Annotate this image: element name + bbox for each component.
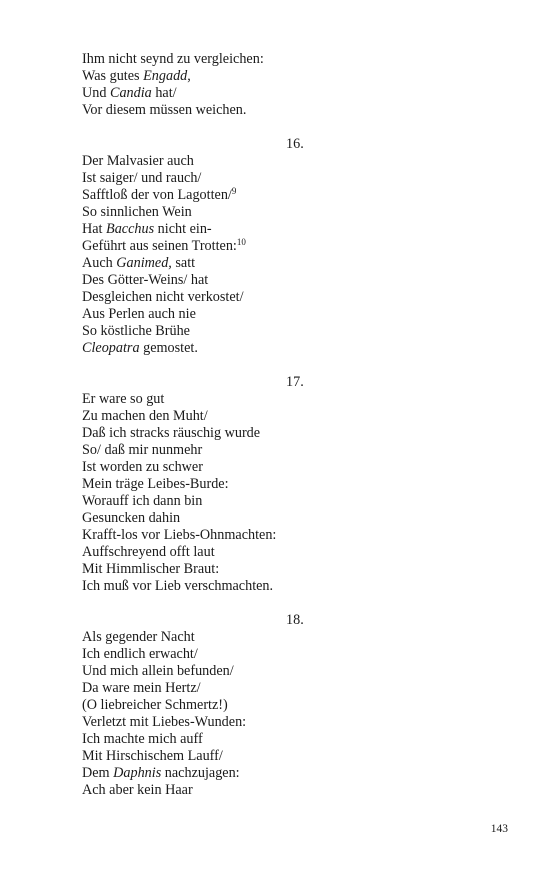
verse-line	[82, 51, 482, 68]
verse-text: Aus Perlen auch nie	[82, 306, 196, 322]
verse-line	[82, 204, 482, 221]
verse-text: Und	[82, 85, 110, 101]
verse-line	[82, 714, 482, 731]
stanza	[82, 136, 482, 357]
verse-line	[82, 680, 482, 697]
verse-line	[82, 68, 482, 85]
verse-text: Desgleichen nicht verkostet/	[82, 289, 244, 305]
verse-line	[82, 221, 482, 238]
poem-body	[82, 51, 482, 799]
verse-line	[82, 663, 482, 680]
verse-line	[82, 544, 482, 561]
verse-line	[82, 238, 482, 255]
verse-text: Ist worden zu schwer	[82, 459, 203, 475]
verse-text: Hat	[82, 221, 107, 237]
verse-line	[82, 765, 482, 782]
verse-line	[82, 782, 482, 799]
verse-text: Als gegender Nacht	[82, 629, 195, 645]
verse-text: Ich endlich erwacht/	[82, 646, 198, 662]
verse-line	[82, 578, 482, 595]
verse-line	[82, 459, 482, 476]
verse-text: Er ware so gut	[82, 391, 165, 407]
verse-line	[82, 170, 482, 187]
verse-line	[82, 493, 482, 510]
verse-line	[82, 306, 482, 323]
verse-text: Krafft-los vor Liebs-Ohnmachten:	[82, 527, 277, 543]
stanza-number: 16.	[286, 136, 304, 152]
verse-text: Verletzt mit Liebes-Wunden:	[82, 714, 247, 730]
verse-line	[82, 323, 482, 340]
verse-line	[82, 272, 482, 289]
verse-text: So köstliche Brühe	[82, 323, 190, 339]
verse-text: Mit Himmlischer Braut:	[82, 561, 220, 577]
verse-text: Ist saiger/ und rauch/	[82, 170, 202, 186]
verse-line	[82, 340, 482, 357]
verse-text: nicht ein-	[154, 221, 212, 237]
verse-text: Des Götter-Weins/ hat	[82, 272, 209, 288]
italic-name: Engadd	[143, 68, 188, 84]
verse-line	[82, 442, 482, 459]
italic-name: Daphnis	[113, 765, 162, 781]
verse-text: ,	[187, 68, 191, 84]
stanza	[82, 51, 482, 119]
italic-name: Candia	[109, 85, 152, 101]
verse-text: Daß ich stracks räuschig wurde	[82, 425, 261, 441]
verse-text: Und mich allein befunden/	[82, 663, 234, 679]
italic-name: Cleopatra	[82, 340, 140, 356]
footnote-marker: 10	[236, 237, 246, 247]
verse-text: Vor diesem müssen weichen.	[82, 102, 247, 118]
verse-text: Auch	[82, 255, 117, 271]
verse-line	[82, 629, 482, 646]
verse-line	[82, 391, 482, 408]
verse-text: So sinnlichen Wein	[82, 204, 192, 220]
stanza-number: 17.	[286, 374, 304, 390]
verse-text: Geführt aus seinen Trotten:	[82, 238, 237, 254]
verse-line	[82, 85, 482, 102]
verse-text: gemostet.	[139, 340, 198, 356]
verse-line	[82, 408, 482, 425]
verse-text: satt	[171, 255, 196, 271]
verse-text: Zu machen den Muht/	[82, 408, 208, 424]
stanza	[82, 612, 482, 799]
verse-line	[82, 646, 482, 663]
verse-text: hat/	[151, 85, 177, 101]
verse-line	[82, 425, 482, 442]
stanza	[82, 374, 482, 595]
verse-line	[82, 476, 482, 493]
verse-text: Worauff ich dann bin	[82, 493, 203, 509]
verse-line	[82, 748, 482, 765]
verse-line	[82, 289, 482, 306]
verse-text: Ach aber kein Haar	[82, 782, 193, 798]
verse-text: Der Malvasier auch	[82, 153, 194, 169]
verse-text: Ihm nicht seynd zu vergleichen:	[82, 51, 264, 67]
verse-text: Was gutes	[82, 68, 144, 84]
verse-text: (O liebreicher Schmertz!)	[82, 697, 228, 713]
verse-text: nachzujagen:	[161, 765, 240, 781]
footnote-marker: 9	[231, 186, 237, 196]
verse-line	[82, 510, 482, 527]
italic-name: Ganimed,	[116, 255, 172, 271]
verse-line	[82, 697, 482, 714]
verse-text: Gesuncken dahin	[82, 510, 181, 526]
verse-text: Ich machte mich auff	[82, 731, 203, 747]
verse-text: Mein träge Leibes-Burde:	[82, 476, 229, 492]
verse-line	[82, 187, 482, 204]
verse-text: Mit Hirschischem Lauff/	[82, 748, 223, 764]
verse-text: So/ daß mir nunmehr	[82, 442, 203, 458]
verse-line	[82, 561, 482, 578]
verse-line	[82, 153, 482, 170]
verse-line	[82, 527, 482, 544]
stanza-number: 18.	[286, 612, 304, 628]
verse-line	[82, 731, 482, 748]
page-number: 143	[490, 823, 508, 835]
verse-line	[82, 255, 482, 272]
italic-name: Bacchus	[106, 221, 155, 237]
verse-text: Dem	[82, 765, 114, 781]
verse-line	[82, 102, 482, 119]
verse-text: Auffschreyend offt laut	[82, 544, 215, 560]
verse-text: Safftloß der von Lagotten/	[82, 187, 232, 203]
verse-text: Da ware mein Hertz/	[82, 680, 201, 696]
verse-text: Ich muß vor Lieb verschmachten.	[82, 578, 274, 594]
